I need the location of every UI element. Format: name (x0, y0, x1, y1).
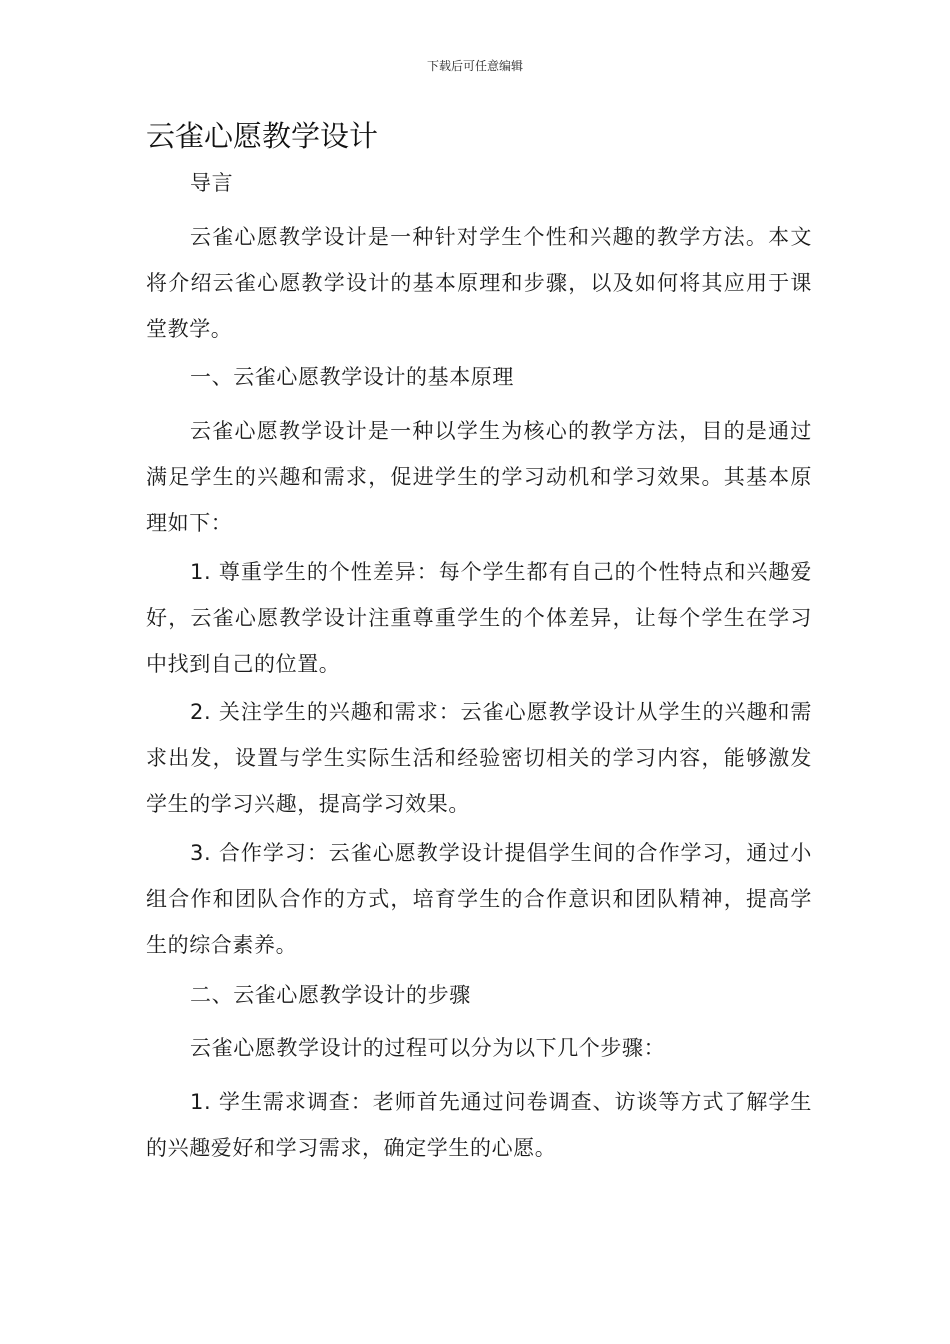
principle-item: 3. 合作学习：云雀心愿教学设计提倡学生间的合作学习，通过小组合作和团队合作的方式，培育学生的合作意识和团队精神，提高学生的综合素养。 (146, 841, 812, 957)
principle-item: 1. 尊重学生的个性差异：每个学生都有自己的个性特点和兴趣爱好，云雀心愿教学设计注重尊重学生的个体差异，让每个学生在学习中找到自己的位置。 (146, 560, 812, 676)
principles-intro-paragraph: 云雀心愿教学设计是一种以学生为核心的教学方法，目的是通过满足学生的兴趣和需求，促进学生的学习动机和学习效果。其基本原理如下： (146, 419, 812, 535)
document-title: 云雀心愿教学设计 (146, 119, 379, 153)
intro-paragraph: 云雀心愿教学设计是一种针对学生个性和兴趣的教学方法。本文将介绍云雀心愿教学设计的基本原理和步骤，以及如何将其应用于课堂教学。 (146, 225, 812, 341)
intro-heading: 导言 (190, 171, 234, 195)
header-note: 下载后可任意编辑 (426, 59, 523, 73)
section-heading-principles: 一、云雀心愿教学设计的基本原理 (190, 365, 514, 389)
section-heading-steps: 二、云雀心愿教学设计的步骤 (190, 983, 471, 1007)
principle-item: 2. 关注学生的兴趣和需求：云雀心愿教学设计从学生的兴趣和需求出发，设置与学生实际生活和经验密切相关的学习内容，能够激发学生的学习兴趣，提高学习效果。 (146, 700, 812, 816)
steps-intro-paragraph: 云雀心愿教学设计的过程可以分为以下几个步骤： (190, 1036, 666, 1060)
step-item: 1. 学生需求调查：老师首先通过问卷调查、访谈等方式了解学生的兴趣爱好和学习需求，确定学生的心愿。 (146, 1090, 812, 1160)
